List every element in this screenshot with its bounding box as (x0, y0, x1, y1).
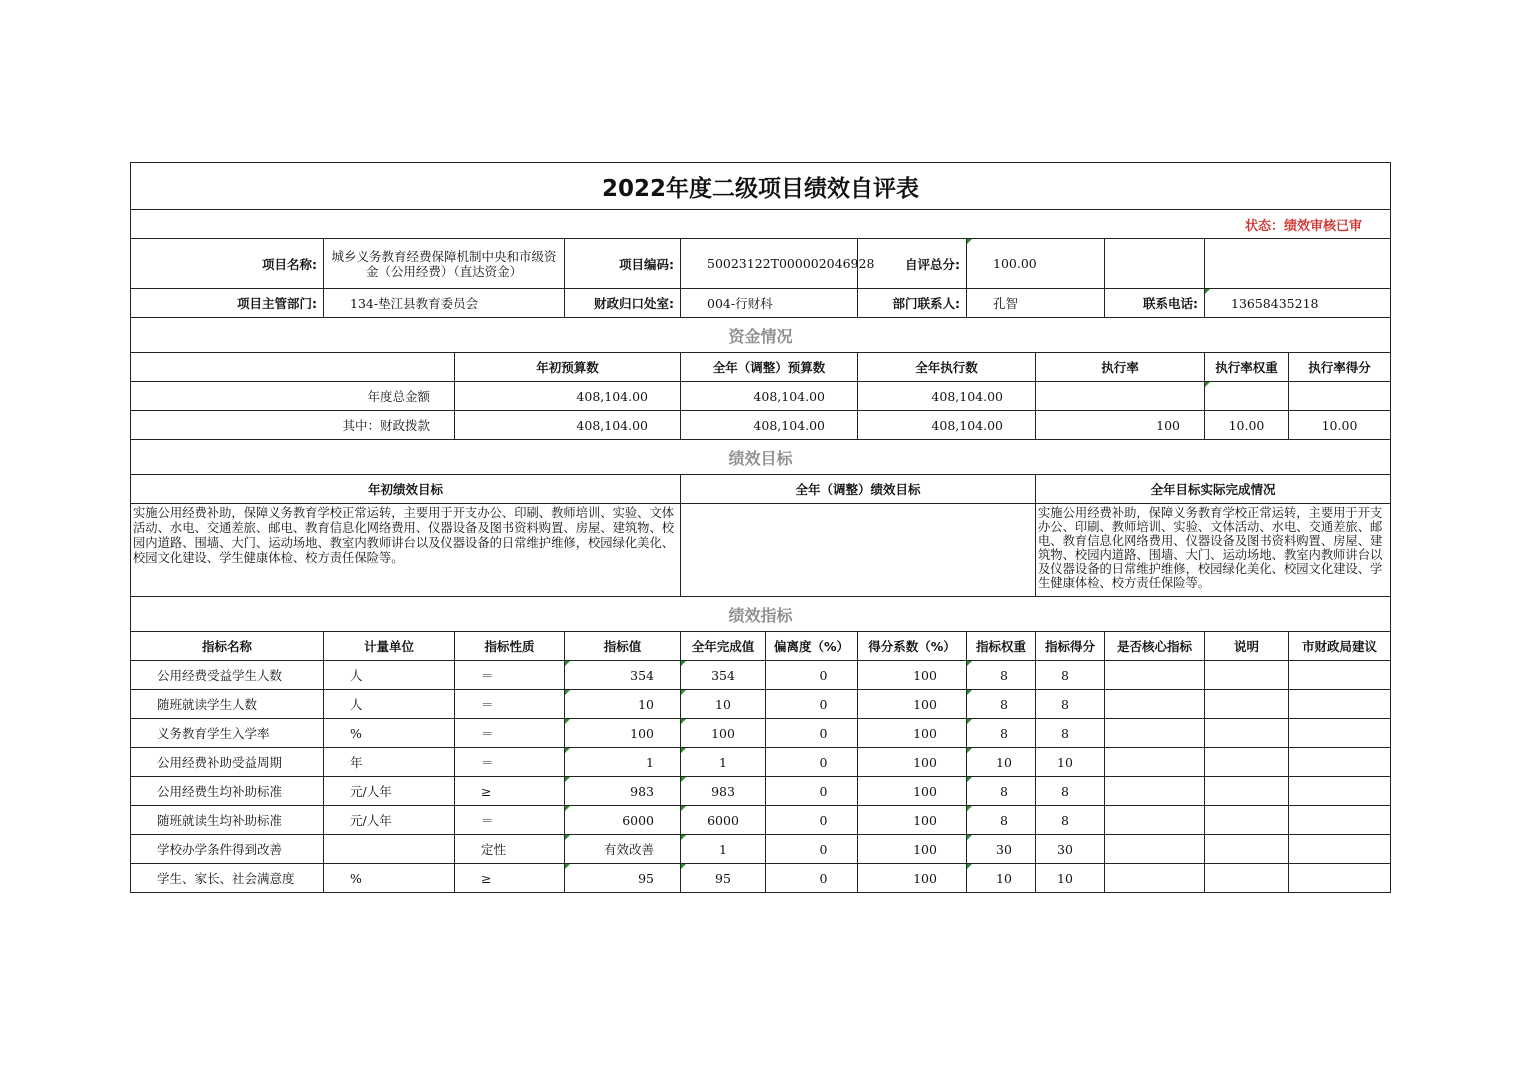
indicator-coefficient: 100 (858, 864, 967, 893)
indicator-target: 1 (565, 748, 681, 777)
indicator-deviation: 0 (766, 835, 858, 864)
indicator-core (1105, 719, 1205, 748)
finance-value: 004-行财科 (681, 289, 858, 318)
self-evaluation-table (130, 162, 1391, 893)
goals-header: 年初绩效目标 (131, 475, 681, 504)
funds-header: 执行率 (1036, 353, 1205, 382)
indicator-header: 指标权重 (967, 632, 1036, 661)
indicator-header: 计量单位 (324, 632, 455, 661)
funds-weight (1205, 382, 1289, 411)
indicator-coefficient: 100 (858, 835, 967, 864)
indicator-note (1205, 777, 1289, 806)
indicator-actual: 354 (681, 661, 766, 690)
indicator-name: 公用经费补助受益周期 (131, 748, 324, 777)
indicator-actual: 6000 (681, 806, 766, 835)
table-row (131, 835, 1391, 864)
indicator-coefficient: 100 (858, 777, 967, 806)
indicator-header: 全年完成值 (681, 632, 766, 661)
funds-score (1289, 382, 1391, 411)
indicator-unit: 人 (324, 690, 455, 719)
funds-row-label: 其中：财政拨款 (131, 411, 455, 440)
indicator-header: 说明 (1205, 632, 1289, 661)
indicator-deviation: 0 (766, 748, 858, 777)
indicator-actual: 100 (681, 719, 766, 748)
indicator-deviation: 0 (766, 719, 858, 748)
dept-value: 134-垫江县教育委员会 (324, 289, 565, 318)
indicator-coefficient: 100 (858, 748, 967, 777)
score-label: 自评总分: (858, 239, 967, 289)
indicator-header: 偏离度（%） (766, 632, 858, 661)
table-row (131, 690, 1391, 719)
funds-row-label: 年度总金额 (131, 382, 455, 411)
indicator-name: 义务教育学生入学率 (131, 719, 324, 748)
funds-rate (1036, 382, 1205, 411)
indicator-suggestion (1289, 864, 1391, 893)
funds-section-title: 资金情况 (131, 318, 1391, 353)
indicator-target: 354 (565, 661, 681, 690)
phone-label: 联系电话: (1105, 289, 1205, 318)
actual-goal-text: 实施公用经费补助，保障义务教育学校正常运转，主要用于开支办公、印刷、教师培训、实验、文体活动、水电、交通差旅、邮电、教育信息化网络费用、仪器设备及图书资料购置、房屋、建筑物、校园内道路、围墙、大门、运动场地、教室内教师讲台以及仪器设备的日常维护维修，校园绿化美化、校园文化建设、学生健康体检、校方责任保险等。 (1036, 504, 1391, 597)
indicator-weight: 10 (967, 864, 1036, 893)
indicator-score: 30 (1036, 835, 1105, 864)
funds-weight: 10.00 (1205, 411, 1289, 440)
indicator-target: 100 (565, 719, 681, 748)
indicator-name: 随班就读生均补助标准 (131, 806, 324, 835)
indicator-deviation: 0 (766, 690, 858, 719)
finance-label: 财政归口处室: (565, 289, 681, 318)
project-code-value: 50023122T000002046928 (681, 239, 858, 289)
indicator-name: 公用经费受益学生人数 (131, 661, 324, 690)
indicator-suggestion (1289, 690, 1391, 719)
indicator-deviation: 0 (766, 806, 858, 835)
indicator-name: 公用经费生均补助标准 (131, 777, 324, 806)
indicator-deviation: 0 (766, 864, 858, 893)
goals-header: 全年（调整）绩效目标 (681, 475, 1036, 504)
indicator-core (1105, 864, 1205, 893)
indicator-note (1205, 806, 1289, 835)
indicator-actual: 1 (681, 835, 766, 864)
funds-header: 执行率得分 (1289, 353, 1391, 382)
indicator-nature: ＝ (455, 806, 565, 835)
goals-header: 全年目标实际完成情况 (1036, 475, 1391, 504)
indicator-score: 8 (1036, 661, 1105, 690)
indicator-target: 10 (565, 690, 681, 719)
funds-row (131, 411, 1391, 440)
funds-score: 10.00 (1289, 411, 1391, 440)
indicator-header: 指标性质 (455, 632, 565, 661)
indicator-header: 指标名称 (131, 632, 324, 661)
indicator-suggestion (1289, 806, 1391, 835)
funds-header: 全年（调整）预算数 (681, 353, 858, 382)
indicator-core (1105, 835, 1205, 864)
goals-section-title: 绩效目标 (131, 440, 1391, 475)
table-row (131, 777, 1391, 806)
funds-initial: 408,104.00 (455, 411, 681, 440)
indicator-note (1205, 864, 1289, 893)
contact-value: 孔智 (967, 289, 1105, 318)
project-code-label: 项目编码: (565, 239, 681, 289)
indicator-note (1205, 661, 1289, 690)
indicator-suggestion (1289, 777, 1391, 806)
indicator-header: 指标值 (565, 632, 681, 661)
indicator-weight: 10 (967, 748, 1036, 777)
table-row (131, 748, 1391, 777)
indicator-actual: 10 (681, 690, 766, 719)
indicator-name: 学校办学条件得到改善 (131, 835, 324, 864)
funds-row (131, 382, 1391, 411)
indicator-nature: ＝ (455, 748, 565, 777)
funds-executed: 408,104.00 (858, 411, 1036, 440)
indicator-nature: ≥ (455, 864, 565, 893)
indicator-header: 是否核心指标 (1105, 632, 1205, 661)
funds-header: 年初预算数 (455, 353, 681, 382)
indicator-weight: 8 (967, 661, 1036, 690)
indicator-score: 10 (1036, 864, 1105, 893)
adjusted-goal-text (681, 504, 1036, 597)
indicator-nature: ＝ (455, 690, 565, 719)
indicator-note (1205, 690, 1289, 719)
empty-cell (1205, 239, 1391, 289)
indicator-unit: 人 (324, 661, 455, 690)
initial-goal-text: 实施公用经费补助，保障义务教育学校正常运转，主要用于开支办公、印刷、教师培训、实验、文体活动、水电、交通差旅、邮电、教育信息化网络费用、仪器设备及图书资料购置、房屋、建筑物、校园内道路、围墙、大门、运动场地、教室内教师讲台以及仪器设备的日常维护维修，校园绿化美化、校园文化建设、学生健康体检、校方责任保险等。 (131, 504, 681, 597)
contact-label: 部门联系人: (858, 289, 967, 318)
indicator-core (1105, 661, 1205, 690)
indicator-nature: ＝ (455, 661, 565, 690)
indicator-score: 8 (1036, 690, 1105, 719)
indicator-score: 8 (1036, 777, 1105, 806)
indicator-note (1205, 748, 1289, 777)
indicator-header: 指标得分 (1036, 632, 1105, 661)
table-row (131, 864, 1391, 893)
indicator-coefficient: 100 (858, 690, 967, 719)
indicator-score: 8 (1036, 806, 1105, 835)
funds-initial: 408,104.00 (455, 382, 681, 411)
indicator-suggestion (1289, 748, 1391, 777)
indicator-unit: 元/人年 (324, 806, 455, 835)
indicator-nature: ≥ (455, 777, 565, 806)
indicator-actual: 983 (681, 777, 766, 806)
indicator-header: 市财政局建议 (1289, 632, 1391, 661)
indicator-score: 10 (1036, 748, 1105, 777)
indicator-target: 95 (565, 864, 681, 893)
indicator-deviation: 0 (766, 777, 858, 806)
dept-label: 项目主管部门: (131, 289, 324, 318)
indicator-unit: % (324, 719, 455, 748)
indicator-target: 有效改善 (565, 835, 681, 864)
indicator-suggestion (1289, 835, 1391, 864)
funds-header: 全年执行数 (858, 353, 1036, 382)
indicator-weight: 8 (967, 690, 1036, 719)
indicator-core (1105, 777, 1205, 806)
indicator-core (1105, 806, 1205, 835)
indicator-unit: 元/人年 (324, 777, 455, 806)
indicators-section-title: 绩效指标 (131, 597, 1391, 632)
indicator-unit: 年 (324, 748, 455, 777)
indicator-coefficient: 100 (858, 806, 967, 835)
indicator-actual: 1 (681, 748, 766, 777)
indicator-weight: 30 (967, 835, 1036, 864)
indicator-unit (324, 835, 455, 864)
indicator-name: 随班就读学生人数 (131, 690, 324, 719)
funds-executed: 408,104.00 (858, 382, 1036, 411)
indicator-nature: ＝ (455, 719, 565, 748)
indicator-core (1105, 748, 1205, 777)
indicator-header: 得分系数（%） (858, 632, 967, 661)
score-value: 100.00 (967, 239, 1105, 289)
table-row (131, 661, 1391, 690)
indicator-note (1205, 835, 1289, 864)
indicator-suggestion (1289, 719, 1391, 748)
funds-adjusted: 408,104.00 (681, 382, 858, 411)
indicator-weight: 8 (967, 777, 1036, 806)
project-name-label: 项目名称: (131, 239, 324, 289)
project-name-value: 城乡义务教育经费保障机制中央和市级资金（公用经费）（直达资金） (324, 239, 565, 289)
indicator-unit: % (324, 864, 455, 893)
indicator-core (1105, 690, 1205, 719)
indicator-actual: 95 (681, 864, 766, 893)
table-row (131, 719, 1391, 748)
phone-value: 13658435218 (1205, 289, 1391, 318)
indicator-target: 983 (565, 777, 681, 806)
indicator-deviation: 0 (766, 661, 858, 690)
table-row (131, 806, 1391, 835)
indicator-nature: 定性 (455, 835, 565, 864)
page-title: 2022年度二级项目绩效自评表 (131, 163, 1391, 210)
indicator-weight: 8 (967, 719, 1036, 748)
funds-adjusted: 408,104.00 (681, 411, 858, 440)
indicator-suggestion (1289, 661, 1391, 690)
indicator-score: 8 (1036, 719, 1105, 748)
indicator-coefficient: 100 (858, 661, 967, 690)
indicator-name: 学生、家长、社会满意度 (131, 864, 324, 893)
empty-cell (1105, 239, 1205, 289)
indicator-coefficient: 100 (858, 719, 967, 748)
indicator-note (1205, 719, 1289, 748)
indicator-target: 6000 (565, 806, 681, 835)
status-badge: 状态：绩效审核已审 (131, 210, 1391, 239)
funds-header: 执行率权重 (1205, 353, 1289, 382)
empty-cell (131, 353, 455, 382)
indicator-weight: 8 (967, 806, 1036, 835)
funds-rate: 100 (1036, 411, 1205, 440)
